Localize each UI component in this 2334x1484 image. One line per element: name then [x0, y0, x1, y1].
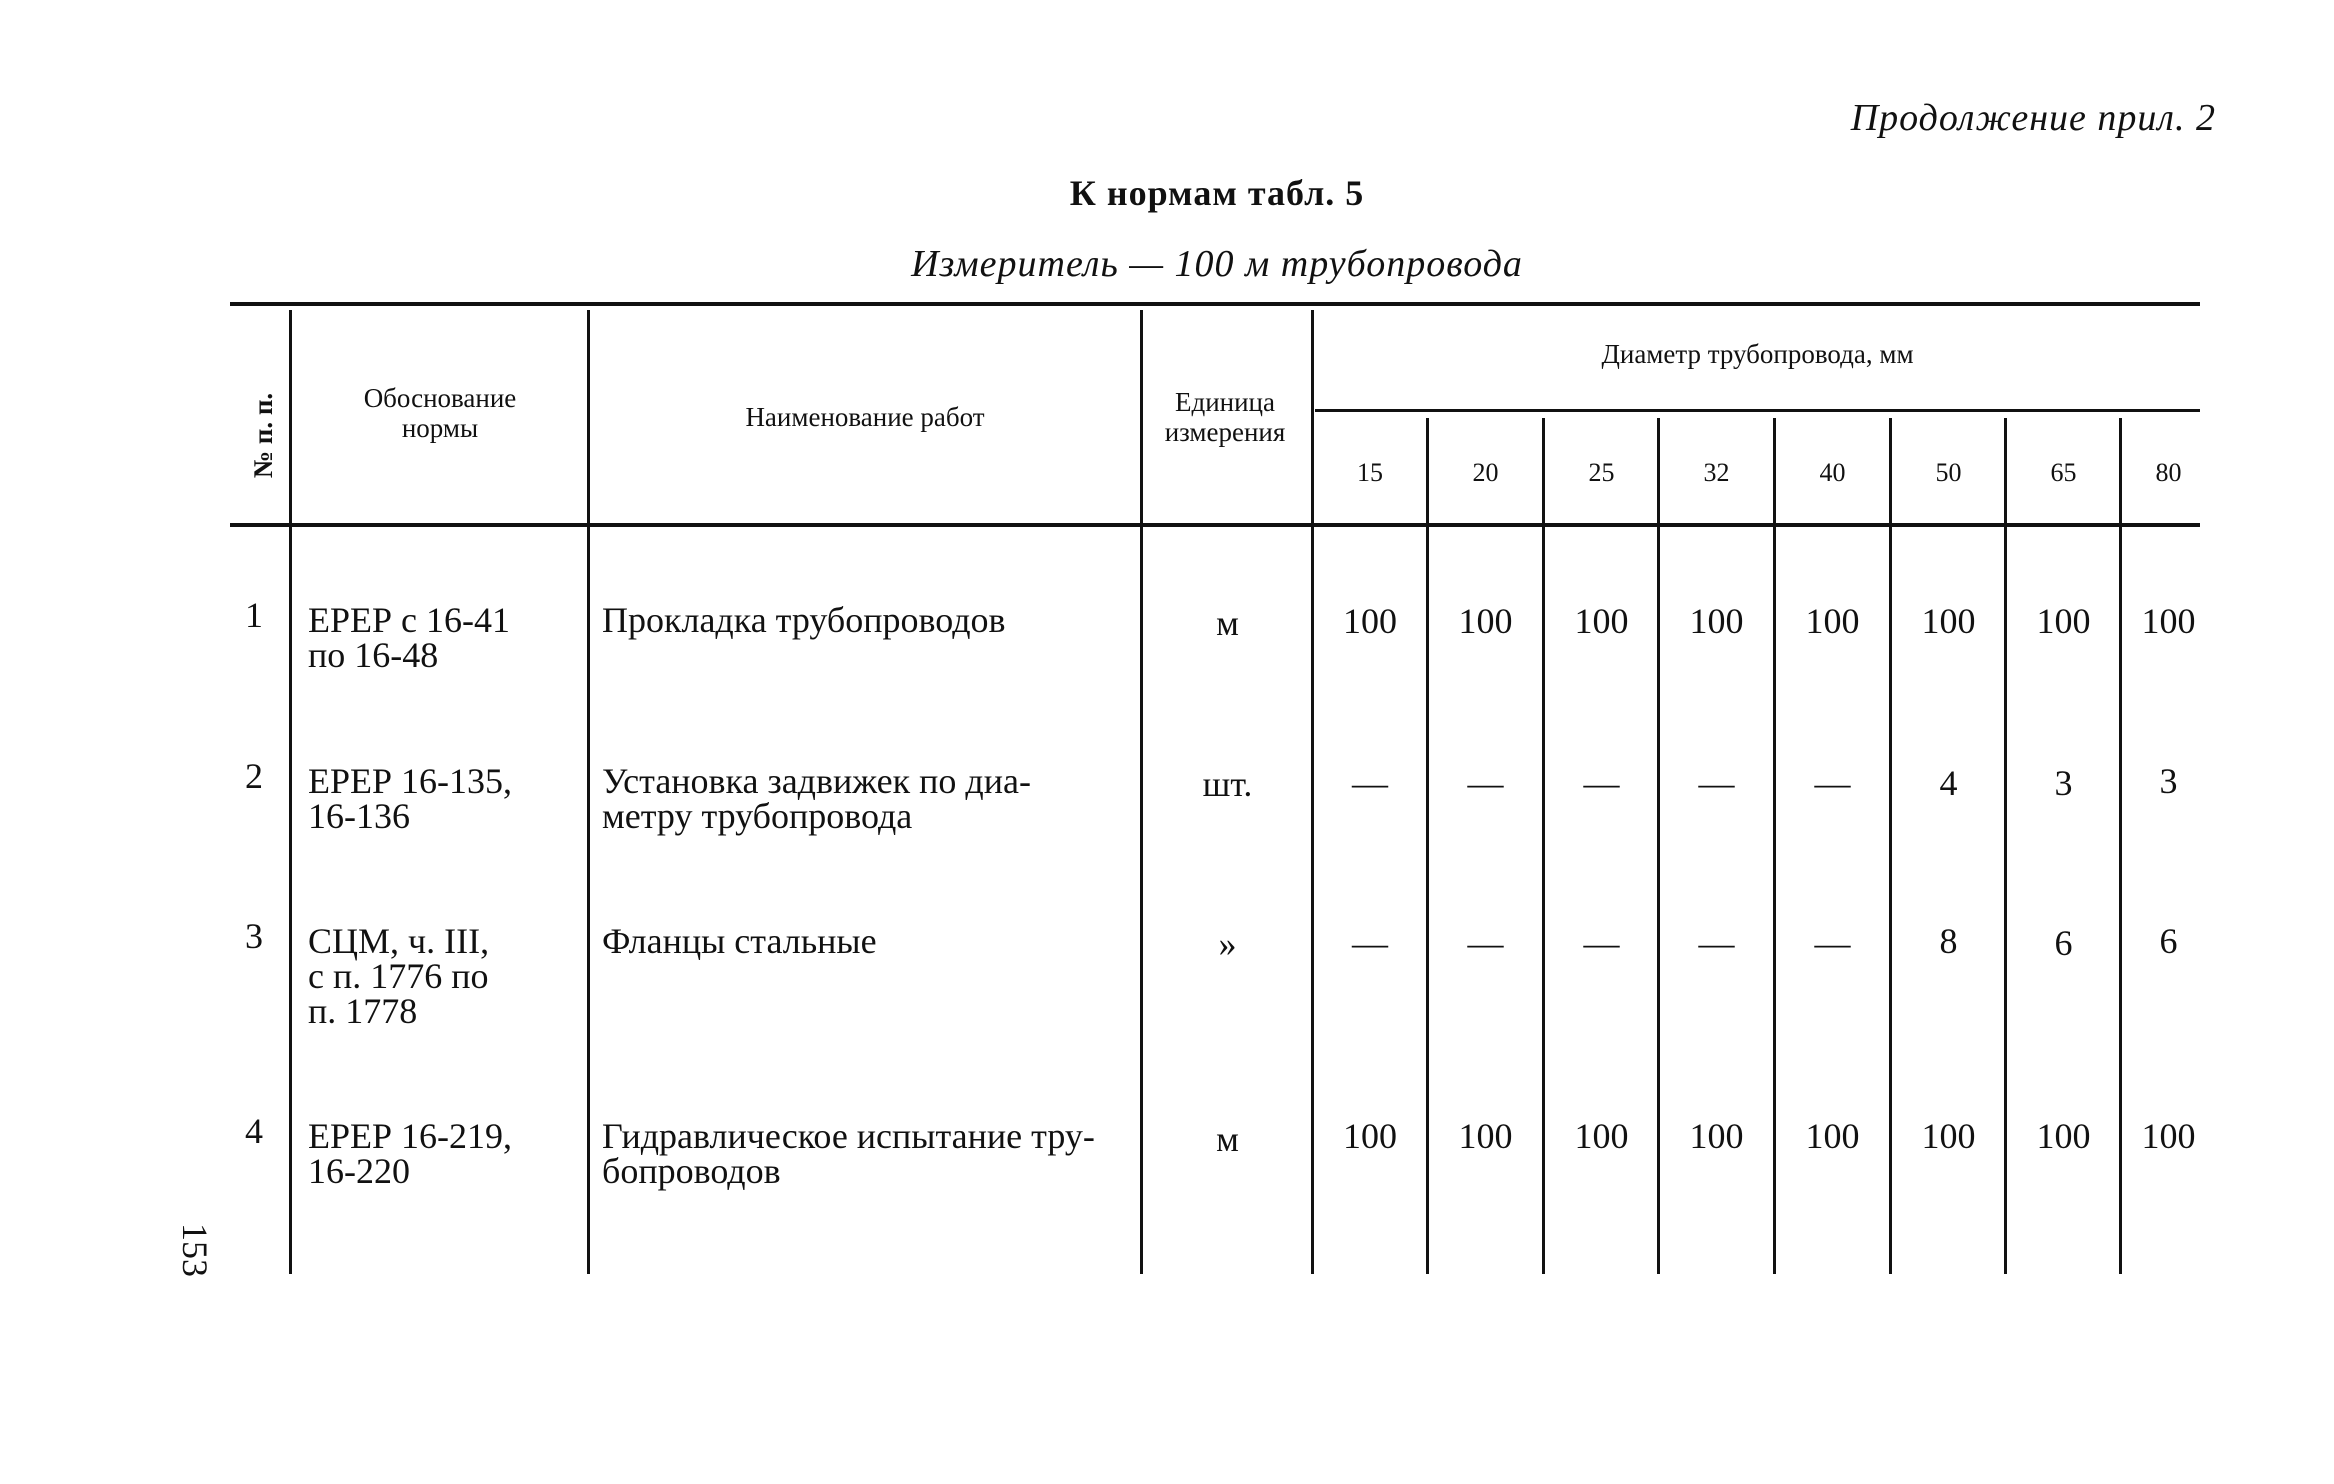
row-4-d32: 100 — [1689, 1116, 1744, 1156]
table-subtitle: Измеритель — 100 м трубопровода — [911, 243, 1523, 285]
row-2-d25: — — [1583, 763, 1620, 803]
row-2-num: 2 — [245, 756, 263, 796]
row-1-d32: 100 — [1689, 601, 1744, 641]
header-unit: Единица измерения — [1164, 387, 1286, 447]
row-2-name-line1: Установка задвижек по диа- — [602, 761, 1031, 801]
header-basis: Обоснование нормы — [363, 383, 517, 443]
row-4-basis-line1: ЕРЕР 16-219, — [308, 1116, 513, 1156]
row-1-d65: 100 — [2036, 601, 2091, 641]
row-2-d80: 3 — [2159, 761, 2178, 801]
row-2-d50: 4 — [1939, 763, 1958, 803]
header-d40: 40 — [1819, 458, 1846, 487]
header-bottom-rule — [230, 523, 2200, 527]
header-d32: 32 — [1703, 458, 1730, 487]
row-3-d50: 8 — [1939, 921, 1958, 961]
row-2-d32: — — [1698, 763, 1735, 803]
row-1-name-line1: Прокладка трубопроводов — [602, 600, 1006, 640]
header-d50: 50 — [1935, 458, 1962, 487]
col-sep-basis — [587, 310, 590, 1274]
row-1-unit: м — [1216, 603, 1239, 643]
row-4-d20: 100 — [1458, 1116, 1513, 1156]
row-4-d50: 100 — [1921, 1116, 1976, 1156]
diameter-sub-rule — [1315, 409, 2200, 412]
row-4-d80: 100 — [2141, 1116, 2196, 1156]
table-top-rule — [230, 302, 2200, 306]
row-1-basis-line1: ЕРЕР с 16-41 — [308, 600, 510, 640]
row-3-d65: 6 — [2054, 923, 2073, 963]
row-3-basis-line1: СЦМ, ч. III, — [308, 921, 490, 961]
header-d25: 25 — [1588, 458, 1615, 487]
header-diameter: Диаметр трубопровода, мм — [1601, 339, 1914, 369]
row-2-basis-line2: 16-136 — [308, 796, 410, 836]
row-1-d25: 100 — [1574, 601, 1629, 641]
page-number-wrapper — [160, 1225, 230, 1275]
row-3-d80: 6 — [2159, 921, 2178, 961]
row-3-num: 3 — [245, 916, 263, 956]
row-4-name-line2: бопроводов — [602, 1151, 781, 1191]
header-d20: 20 — [1472, 458, 1499, 487]
header-num-label: № п. п. — [248, 392, 279, 478]
row-2-basis-line1: ЕРЕР 16-135, — [308, 761, 513, 801]
row-4-name-line1: Гидравлическое испытание тру- — [602, 1116, 1095, 1156]
row-1-d80: 100 — [2141, 601, 2196, 641]
row-3-unit: » — [1218, 924, 1237, 964]
row-2-d40: — — [1814, 763, 1851, 803]
row-4-d65: 100 — [2036, 1116, 2091, 1156]
row-1-basis-line2: по 16-48 — [308, 635, 439, 675]
row-4-basis-line2: 16-220 — [308, 1151, 410, 1191]
row-3-basis-line3: п. 1778 — [308, 991, 418, 1031]
row-2-d15: — — [1352, 763, 1388, 803]
row-2-unit: шт. — [1202, 764, 1253, 804]
row-1-d40: 100 — [1805, 601, 1860, 641]
row-3-basis-line2: с п. 1776 по — [308, 956, 489, 996]
header-name: Наименование работ — [745, 402, 985, 432]
row-3-d40: — — [1814, 923, 1851, 963]
header-d15: 15 — [1357, 458, 1383, 487]
row-1-d15: 100 — [1343, 601, 1397, 641]
row-4-d40: 100 — [1805, 1116, 1860, 1156]
row-2-name-line2: метру трубопровода — [602, 796, 913, 836]
row-4-unit: м — [1216, 1119, 1239, 1159]
continuation-note: Продолжение прил. 2 — [1850, 97, 2216, 139]
row-3-d25: — — [1583, 923, 1620, 963]
row-3-d15: — — [1352, 923, 1388, 963]
row-1-num: 1 — [245, 595, 263, 635]
row-4-num: 4 — [245, 1111, 263, 1151]
row-3-d32: — — [1698, 923, 1735, 963]
table-title: К нормам табл. 5 — [1069, 173, 1365, 213]
page-number: 153 — [175, 1223, 215, 1277]
row-1-d50: 100 — [1921, 601, 1976, 641]
row-2-d65: 3 — [2054, 763, 2073, 803]
header-num — [214, 392, 314, 478]
row-2-d20: — — [1467, 763, 1504, 803]
row-4-d25: 100 — [1574, 1116, 1629, 1156]
row-1-d20: 100 — [1458, 601, 1513, 641]
header-d65: 65 — [2050, 458, 2077, 487]
header-d80: 80 — [2155, 458, 2182, 487]
row-4-d15: 100 — [1343, 1116, 1397, 1156]
row-3-d20: — — [1467, 923, 1504, 963]
row-3-name-line1: Фланцы стальные — [602, 921, 877, 961]
col-sep-unit — [1311, 310, 1314, 1274]
col-sep-name — [1140, 310, 1143, 1274]
